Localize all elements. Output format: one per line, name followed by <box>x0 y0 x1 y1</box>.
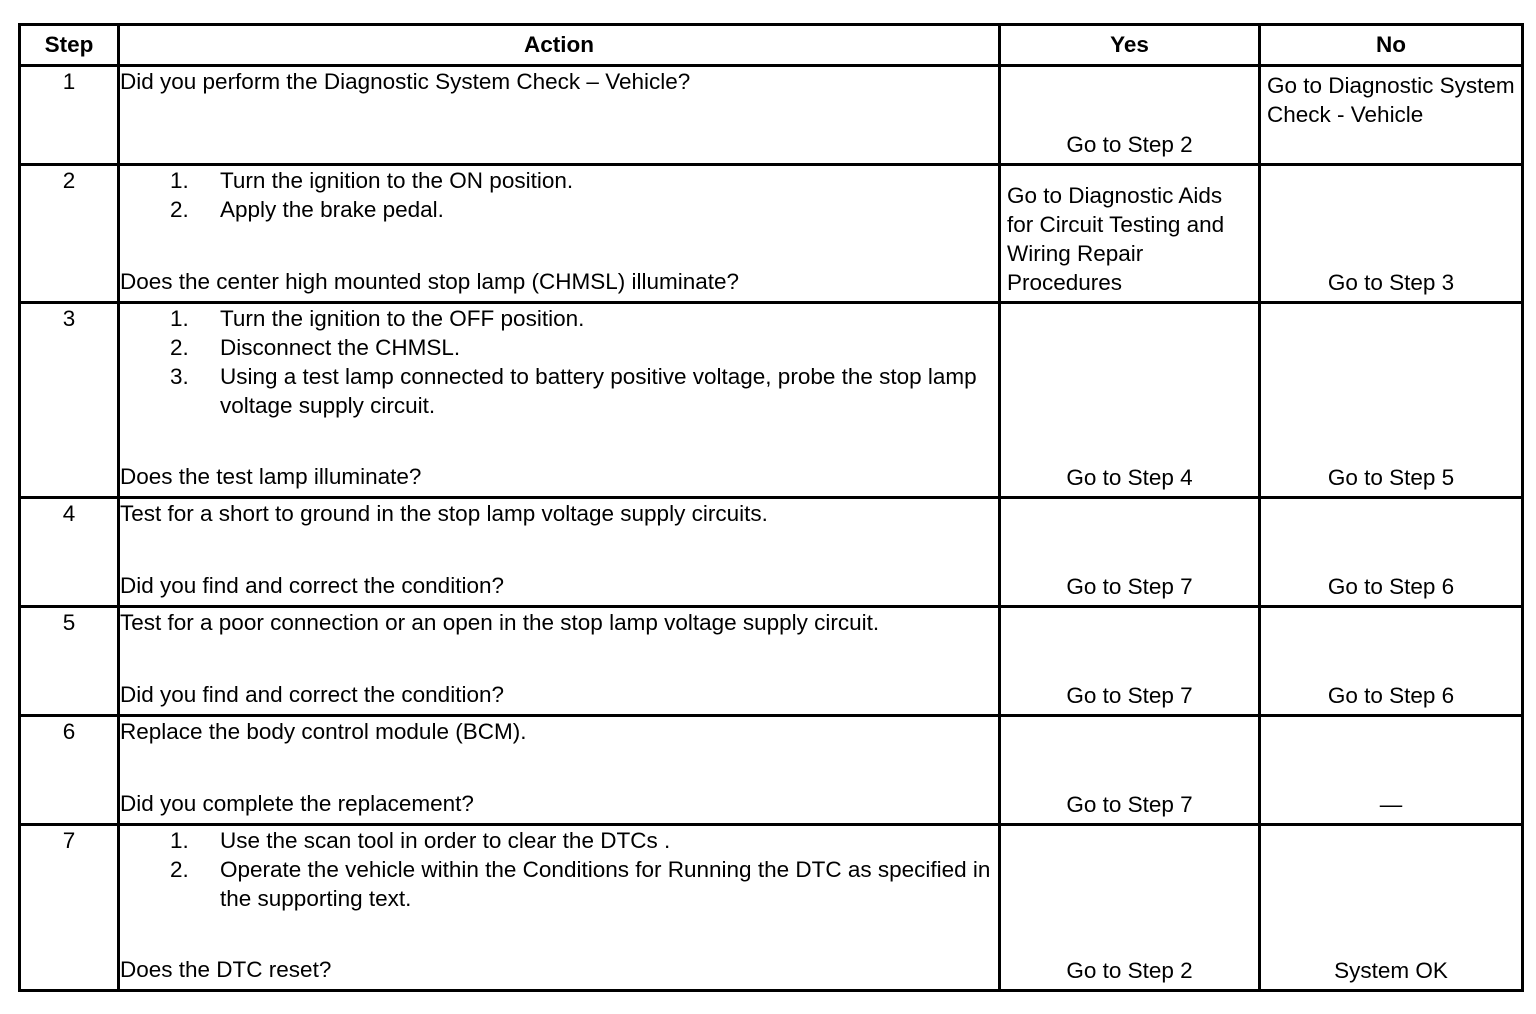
no-cell <box>1260 165 1523 303</box>
yes-result: Go to Step 2 <box>1066 958 1193 983</box>
yes-cell <box>1000 716 1260 825</box>
yes-result: Go to Step 7 <box>1066 574 1193 599</box>
yes-result: Go to Step 2 <box>1066 132 1193 157</box>
yes-result: Go to Step 7 <box>1066 792 1193 817</box>
action-cell <box>119 165 1000 303</box>
action-text: Did you perform the Diagnostic System Check – Vehicle? <box>120 69 691 94</box>
diagnostic-table <box>18 23 1524 992</box>
step-number: 6 <box>20 716 119 825</box>
no-result: Go to Step 6 <box>1327 683 1455 708</box>
no-cell <box>1260 66 1523 165</box>
yes-result: Go to Step 4 <box>1066 465 1193 490</box>
action-cell <box>119 303 1000 498</box>
action-text: Test for a poor connection or an open in the stop lamp voltage supply circuit. <box>120 610 880 635</box>
no-result: — <box>1379 792 1403 817</box>
yes-cell <box>1000 165 1260 303</box>
action-cell <box>119 607 1000 716</box>
step-number: 2 <box>20 165 119 303</box>
substep-item: 1. Turn the ignition to the OFF position. <box>170 306 585 331</box>
action-cell <box>119 498 1000 607</box>
no-result: System OK <box>1334 958 1448 983</box>
table-row <box>20 66 1523 165</box>
step-number: 5 <box>20 607 119 716</box>
no-cell <box>1260 825 1523 991</box>
no-cell <box>1260 303 1523 498</box>
yes-cell <box>1000 498 1260 607</box>
substep-item: 3. Using a test lamp connected to battery positive voltage, probe the stop lamp voltage supply circuit. <box>170 364 977 418</box>
no-result: Go to Step 3 <box>1327 270 1455 295</box>
yes-cell <box>1000 607 1260 716</box>
no-result: Go to Diagnostic System Check - Vehicle <box>1267 73 1515 127</box>
action-question: Does the DTC reset? <box>120 957 332 982</box>
action-cell <box>119 825 1000 991</box>
action-text: Test for a short to ground in the stop lamp voltage supply circuits. <box>120 501 768 526</box>
action-question: Does the test lamp illuminate? <box>120 464 422 489</box>
substep-item: 2. Operate the vehicle within the Conditions for Running the DTC as specified in the supporting text. <box>170 857 991 911</box>
yes-result: Go to Diagnostic Aids for Circuit Testing and Wiring Repair Procedures <box>1007 183 1225 295</box>
substep-item: 1. Turn the ignition to the ON position. <box>170 168 574 193</box>
substep-item: 2. Disconnect the CHMSL. <box>170 335 461 360</box>
step-number: 4 <box>20 498 119 607</box>
header-step: Step <box>20 25 119 66</box>
substep-item: 1. Use the scan tool in order to clear the DTCs . <box>170 828 671 853</box>
no-result: Go to Step 6 <box>1327 574 1455 599</box>
yes-cell <box>1000 825 1260 991</box>
table-row <box>20 607 1523 716</box>
header-yes: Yes <box>1000 25 1260 66</box>
substep-list <box>120 826 998 913</box>
table-row <box>20 825 1523 991</box>
action-question: Did you find and correct the condition? <box>120 682 504 707</box>
action-question: Did you find and correct the condition? <box>120 573 504 598</box>
substep-list <box>120 304 998 420</box>
table-row <box>20 303 1523 498</box>
action-cell <box>119 66 1000 165</box>
table-row <box>20 716 1523 825</box>
no-cell <box>1260 607 1523 716</box>
no-result: Go to Step 5 <box>1327 465 1455 490</box>
substep-item: 2. Apply the brake pedal. <box>170 197 444 222</box>
no-cell <box>1260 498 1523 607</box>
header-row <box>20 25 1523 66</box>
yes-cell <box>1000 303 1260 498</box>
step-number: 1 <box>20 66 119 165</box>
table-row <box>20 165 1523 303</box>
no-cell <box>1260 716 1523 825</box>
yes-cell <box>1000 66 1260 165</box>
substep-list <box>120 166 998 224</box>
step-number: 3 <box>20 303 119 498</box>
header-action: Action <box>119 25 1000 66</box>
action-text: Replace the body control module (BCM). <box>120 719 527 744</box>
table-row <box>20 498 1523 607</box>
action-question: Did you complete the replacement? <box>120 791 474 816</box>
yes-result: Go to Step 7 <box>1066 683 1193 708</box>
action-cell <box>119 716 1000 825</box>
header-no: No <box>1260 25 1523 66</box>
step-number: 7 <box>20 825 119 991</box>
action-question: Does the center high mounted stop lamp (CHMSL) illuminate? <box>120 269 740 294</box>
